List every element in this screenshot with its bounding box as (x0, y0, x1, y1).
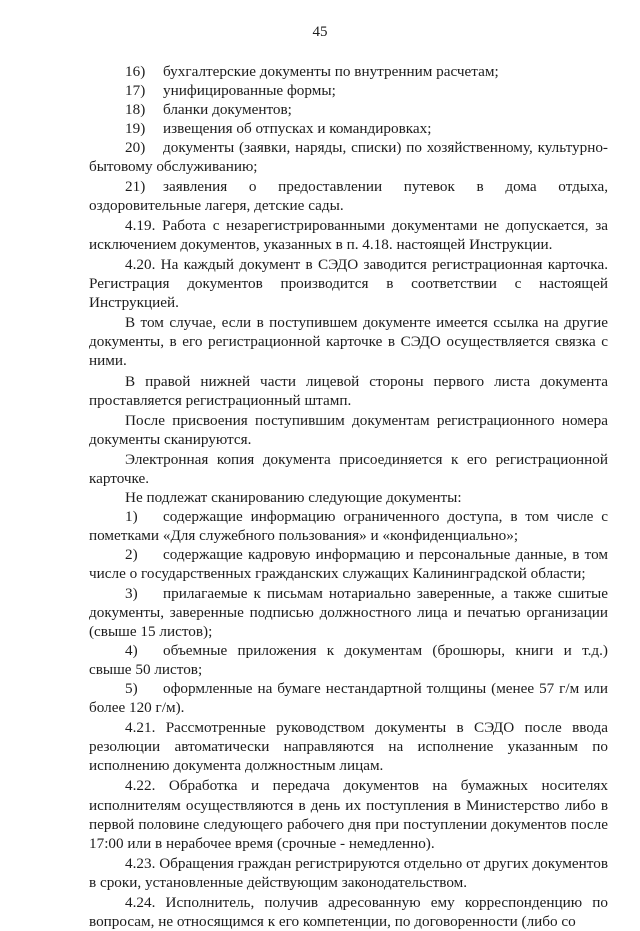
list-item-number: 18) (125, 101, 146, 119)
list-item-number: 5) (125, 680, 138, 697)
list-item (89, 679, 608, 717)
list-item (89, 100, 608, 119)
paragraph-4-19: 4.19. Работа с незарегистрированными документами не допускается, за исключением документов, указанных в п. 4.18. настоящей Инструкции. (89, 216, 608, 253)
paragraph-scanning: После присвоения поступившим документам регистрационного номера документы сканируются. (89, 411, 608, 448)
list-item (89, 545, 608, 583)
list-item-text: прилагаемые к письмам нотариально заверенные, а также сшитые документы, заверенные подписью должностного лица и печатью организации (свыше 15 листов); (89, 584, 608, 640)
list-item-text: содержащие кадровую информацию и персональные данные, в том числе о государственных гражданских служащих Калининградской области; (89, 546, 608, 583)
paragraph-4-23: 4.23. Обращения граждан регистрируются отдельно от других документов в сроки, установленные действующим законодательством. (89, 854, 608, 891)
paragraph-registration-stamp: В правой нижней части лицевой стороны первого листа документа проставляется регистрационный штамп. (89, 372, 608, 409)
list-item-text: документы (заявки, наряды, списки) по хозяйственному, культурно-бытовому обслуживанию; (89, 139, 608, 176)
paragraph-4-21: 4.21. Рассмотренные руководством документы в СЭДО после ввода резолюции автоматически направляются на исполнение указанным по исполнению документа должностным лицам. (89, 719, 608, 775)
list-item-number: 20) (125, 139, 146, 157)
list-item-text: содержащие информацию ограниченного доступа, в том числе с пометками «Для служебного пользования» и «конфиденциально»; (89, 508, 608, 545)
list-item-text: бланки документов; (163, 101, 292, 119)
list-item (89, 62, 608, 81)
paragraph-electronic-copy: Электронная копия документа присоединяется к его регистрационной карточке. (89, 450, 608, 487)
list-item (89, 138, 608, 176)
list-item (89, 81, 608, 100)
list-item-number: 21) (125, 177, 146, 195)
list-item-text: унифицированные формы; (163, 82, 336, 100)
list-item-text: оформленные на бумаге нестандартной толщины (менее 57 г/м или более 120 г/м). (89, 680, 608, 717)
paragraph-4-20: 4.20. На каждый документ в СЭДО заводится регистрационная карточка. Регистрация документов производится в соответствии с настоящей Инструкцией. (89, 255, 608, 312)
list-item-number: 1) (125, 508, 138, 526)
list-item-number: 2) (125, 546, 138, 564)
list-item-text: бухгалтерские документы по внутренним расчетам; (163, 63, 499, 80)
list-item-number: 19) (125, 120, 146, 138)
document-body (89, 62, 608, 931)
list-item (89, 177, 608, 215)
list-item (89, 641, 608, 679)
list-item-number: 3) (125, 584, 138, 602)
paragraph-4-22: 4.22. Обработка и передача документов на бумажных носителях исполнителям осуществляются в день их поступления в Министерство либо в первой половине следующего рабочего дня при поступлении документов после 17:00 или в нерабочее время (срочные - немедленно). (89, 777, 608, 852)
paragraph-4-24: 4.24. Исполнитель, получив адресованную ему корреспонденцию по вопросам, не относящимся к его компетенции, по договоренности (либо со (89, 894, 608, 931)
list-item-text: объемные приложения к документам (брошюры, книги и т.д.) свыше 50 листов; (89, 641, 608, 678)
page-number: 45 (312, 24, 328, 40)
list-item-number: 16) (125, 63, 146, 80)
list-item (89, 507, 608, 545)
list-item-number: 17) (125, 82, 146, 100)
list-item (89, 119, 608, 138)
paragraph-document-link: В том случае, если в поступившем документе имеется ссылка на другие документы, в его регистрационной карточке в СЭДО осуществляется связка с ними. (89, 314, 608, 370)
list-item-text: извещения об отпусках и командировках; (163, 120, 432, 138)
list-item (89, 584, 608, 641)
list-item-text: заявления о предоставлении путевок в дома отдыха, оздоровительные лагеря, детские сады. (89, 177, 608, 214)
paragraph-not-scanned-intro: Не подлежат сканированию следующие документы: (125, 489, 462, 507)
list-item-number: 4) (125, 641, 138, 659)
